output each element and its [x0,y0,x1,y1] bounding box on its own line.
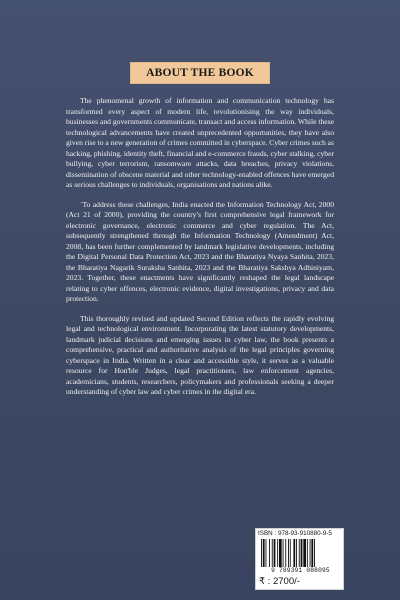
description-paragraph-2: `To address these challenges, India enacted the Information Technology Act, 2000 (Act 21 of 2000), providing the country's first comprehensive legal framework for electronic governance, electronic commerce and cyber regulation. The Act, subsequently strengthened through the Information Technology (Amendment) Act, 2008, has been further complemented by landmark legislative developments, including the Digital Personal Data Protection Act, 2023 and the Bharatiya Nyaya Sanhita, 2023, the Bharatiya Nagarik Suraksha Sanhita, 2023 and the Bharatiya Sakshya Adhiniyam, 2023. Together, these enactments have significantly reshaped the legal landscape relating to cyber offences, electronic evidence, digital investigations, privacy and data protection. [66,199,334,303]
barcode-icon [261,539,340,567]
description-paragraph-1: The phenomenal growth of information and communication technology has transformed every aspect of modern life, revolutionising the way individuals, businesses and governments communicate, transact and access information. While these technological advancements have created unprecedented opportunities, they have also given rise to a new generation of crimes committed in cyberspace. Cyber crimes such as hacking, phishing, identity theft, financial and e-commerce frauds, cyber stalking, cyber bullying, cyber terrorism, ransomware attacks, data breaches, privacy violations, dissemination of obscene material and other technology-enabled offences have emerged as serious challenges to individuals, organisations and nations alike. [66,96,335,189]
barcode-panel [255,528,344,590]
description-paragraph-3: This thoroughly revised and updated Second Edition reflects the rapidly evolving legal and technological environment. Incorporating the latest statutory developments, landmark judicial decisions and emerging issues in cyber law, the book presents a comprehensive, practical and authoritative analysis of the legal principles governing cyberspace in India. Written in a clear and accessible style, it serves as a valuable resource for Hon'ble Judges, legal practitioners, law enforcement agencies, academicians, students, researchers, policymakers and professionals seeking a deeper understanding of cyber law and cyber crimes in the digital era. [66,313,334,396]
about-heading: ABOUT THE BOOK [146,67,254,79]
barcode-digits: 9 789391 088095 [271,567,330,574]
book-description [66,96,334,407]
price: ₹ : 2700/- [259,576,300,587]
about-heading-box [131,63,269,83]
isbn-number: ISBN : 978-93-910880-9-5 [258,530,332,537]
